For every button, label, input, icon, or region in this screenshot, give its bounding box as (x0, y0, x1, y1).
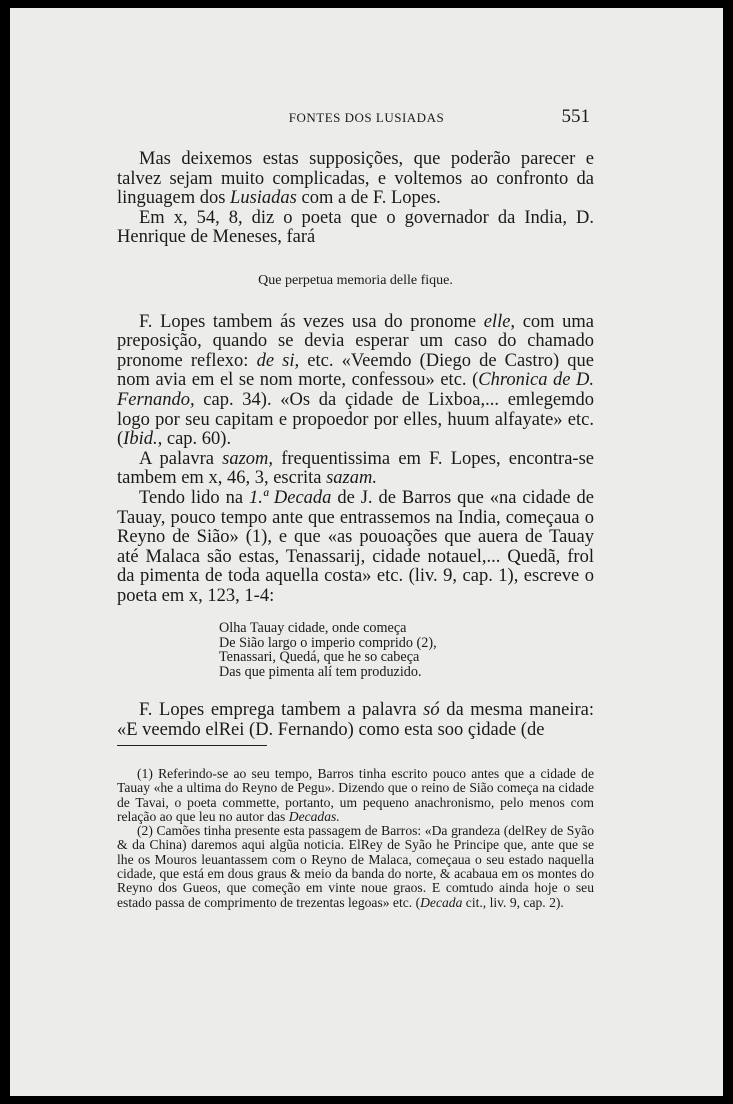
paragraph-2: Em x, 54, 8, diz o poeta que o governador da India, D. Henrique de Meneses, fará (117, 207, 594, 248)
quotation-line: Que perpetua memoria delle fique. (258, 272, 453, 288)
verse-line: Tenassari, Quedá, que he so cabeça (219, 649, 420, 666)
book-page (10, 8, 723, 1096)
paragraph-5: Tendo lido na 1.ª Decada de J. de Barros que «na cidade de Tauay, pouco tempo ante que entrassemos na India, começaua o Reyno de Sião» (1), e que «as pouoações que auera de Tauay até Malaca são estas, Tenassarij, cidade notauel,... Quedã, frol da pimenta de toda aquella costa» etc. (liv. 9, cap. 1), escreve o poeta em x, 123, 1-4: (117, 487, 595, 606)
footnote-2: (2) Camões tinha presente esta passagem de Barros: «Da grandeza (delRey de Syão & da China) daremos aqui algũa noticia. ElRey de Syão he Principe que, ante que se lhe os Mouros leuantassem com o Reyno de Malaca, começaua o seu estado naquella cidade, que está em dous graus & meio da banda do norte, & acabaua em os montes do Reyno dos Gueos, que começão em vinte noue graos. E comtudo ainda hoje o seu estado passa de comprimento de trezentas legoas» etc. (Decada cit., liv. 9, cap. 2). (117, 823, 594, 910)
paragraph-3: F. Lopes tambem ás vezes usa do pronome elle, com uma preposição, quando se devia esperar um caso do chamado pronome reflexo: de si, etc. «Veemdo (Diego de Castro) que nom avia em el se nom morte, confessou» etc. (Chronica de D. Fernando, cap. 34). «Os da çidade de Lixboa,... emlegemdo logo por seu capitam e propoedor por elles, huum alfayate» etc. (Ibid., cap. 60). (117, 311, 595, 450)
verse-line: Olha Tauay cidade, onde começa (219, 620, 407, 637)
footnote-1: (1) Referindo-se ao seu tempo, Barros tinha escrito pouco antes que a cidade de Tauay «he a ultima do Reyno de Pegu». Dizendo que o reino de Sião começa na cidade de Tavai, o poeta commette, portanto, um pequeno anachronismo, pelo menos com relação ao que leu no autor das Decadas. (117, 766, 594, 824)
main-text (117, 150, 594, 740)
verse-line: De Sião largo o imperio comprido (2), (219, 634, 437, 651)
page-number: 551 (561, 106, 590, 127)
footnote-divider (117, 745, 267, 746)
running-head (10, 106, 723, 130)
verse-line: Das que pimenta alí tem produzido. (219, 663, 422, 680)
paragraph-4: A palavra sazom, frequentissima em F. Lopes, encontra-se tambem em x, 46, 3, escrita sazam. (117, 448, 595, 489)
paragraph-1: Mas deixemos estas supposições, que poderão parecer e talvez sejam muito complicadas, e voltemos ao confronto da linguagem dos Lusiadas com a de F. Lopes. (117, 149, 594, 209)
paragraph-6: F. Lopes emprega tambem a palavra só da mesma maneira: «E veemdo elRei (D. Fernando) como esta soo çidade (de (117, 700, 595, 740)
footnotes (117, 767, 594, 910)
running-title: FONTES DOS LUSIADAS (288, 110, 445, 125)
verse-quotation (219, 621, 594, 679)
